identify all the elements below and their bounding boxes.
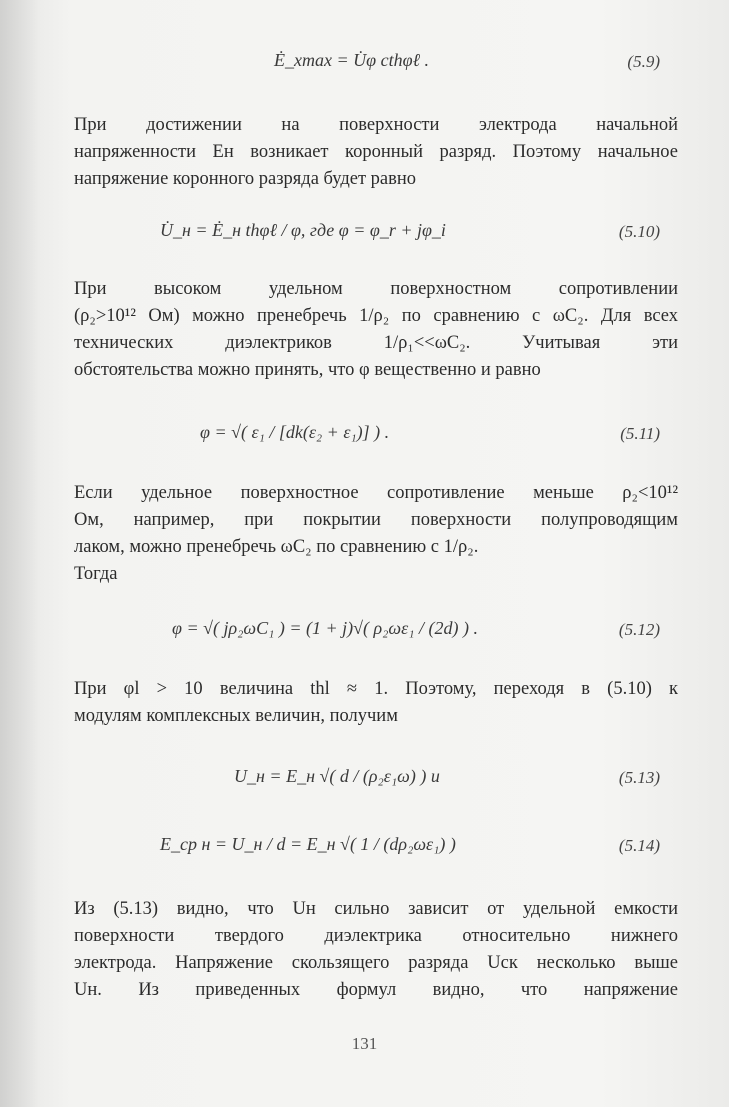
text-line: (ρ₂>10¹² Ом) можно пренебречь 1/ρ₂ по сравнению с ωC₂. Для всех: [74, 306, 678, 326]
text-line: лаком, можно пренебречь ωC₂ по сравнению с 1/ρ₂.: [74, 537, 479, 557]
text-line: поверхности твердого диэлектрика относительно нижнего: [74, 926, 678, 946]
equation-formula: φ = √( jρ₂ωC₁ ) = (1 + j)√( ρ₂ωε₁ / (2d) ) .: [172, 618, 478, 638]
text-line: При достижении на поверхности электрода начальной: [74, 115, 678, 135]
equation-5-14: [60, 828, 660, 864]
equation-number: (5.10): [618, 222, 660, 241]
page-number: 131: [351, 1034, 378, 1053]
text-line: технических диэлектриков 1/ρ₁<<ωC₂. Учитывая эти: [74, 333, 678, 353]
paragraph-conclusion: [74, 896, 678, 1004]
text-line: Uн. Из приведенных формул видно, что напряжение: [74, 980, 678, 1000]
equation-5-10: [60, 214, 660, 250]
equation-5-13: [60, 760, 660, 796]
text-line: обстоятельства можно принять, что φ вещественно и равно: [74, 360, 541, 380]
paragraph-low-resistivity: [74, 480, 678, 588]
equation-number: (5.11): [620, 424, 660, 443]
paragraph-modulus: [74, 676, 678, 730]
text-line: электрода. Напряжение скользящего разряда Uск несколько выше: [74, 953, 678, 973]
equation-number: (5.9): [627, 52, 660, 71]
text-line: Из (5.13) видно, что Uн сильно зависит от удельной емкости: [74, 899, 678, 919]
equation-5-12: [60, 612, 660, 648]
equation-number: (5.12): [618, 620, 660, 639]
text-line: При высоком удельном поверхностном сопротивлении: [74, 279, 678, 299]
text-line: Если удельное поверхностное сопротивление меньше ρ₂<10¹²: [74, 483, 678, 503]
page-gutter-shadow: [0, 0, 40, 1107]
equation-formula: U_н = E_н √( d / (ρ₂ε₁ω) ) и: [234, 766, 440, 786]
paragraph-corona-onset: [74, 112, 678, 193]
equation-5-11: [60, 416, 660, 452]
paragraph-high-resistivity: [74, 276, 678, 384]
text-line: напряженности Eн возникает коронный разряд. Поэтому начальное: [74, 142, 678, 162]
text-line: Ом, например, при покрытии поверхности полупроводящим: [74, 510, 678, 530]
equation-5-9: [60, 44, 660, 80]
equation-formula: U̇_н = Ė_н thφℓ / φ, где φ = φ_r + jφ_i: [160, 220, 446, 240]
equation-formula: φ = √( ε₁ / [dk(ε₂ + ε₁)] ) .: [200, 422, 390, 442]
equation-number: (5.14): [618, 836, 660, 855]
equation-formula: Ė_xmax = U̇φ cthφℓ .: [274, 50, 430, 70]
text-line: При φl > 10 величина thl ≈ 1. Поэтому, переходя в (5.10) к: [74, 679, 678, 699]
text-line: напряжение коронного разряда будет равно: [74, 169, 417, 189]
text-line: Тогда: [74, 564, 118, 584]
equation-formula: E_ср н = U_н / d = E_н √( 1 / (dρ₂ωε₁) ): [160, 834, 456, 854]
equation-number: (5.13): [618, 768, 660, 787]
text-line: модулям комплексных величин, получим: [74, 706, 398, 726]
